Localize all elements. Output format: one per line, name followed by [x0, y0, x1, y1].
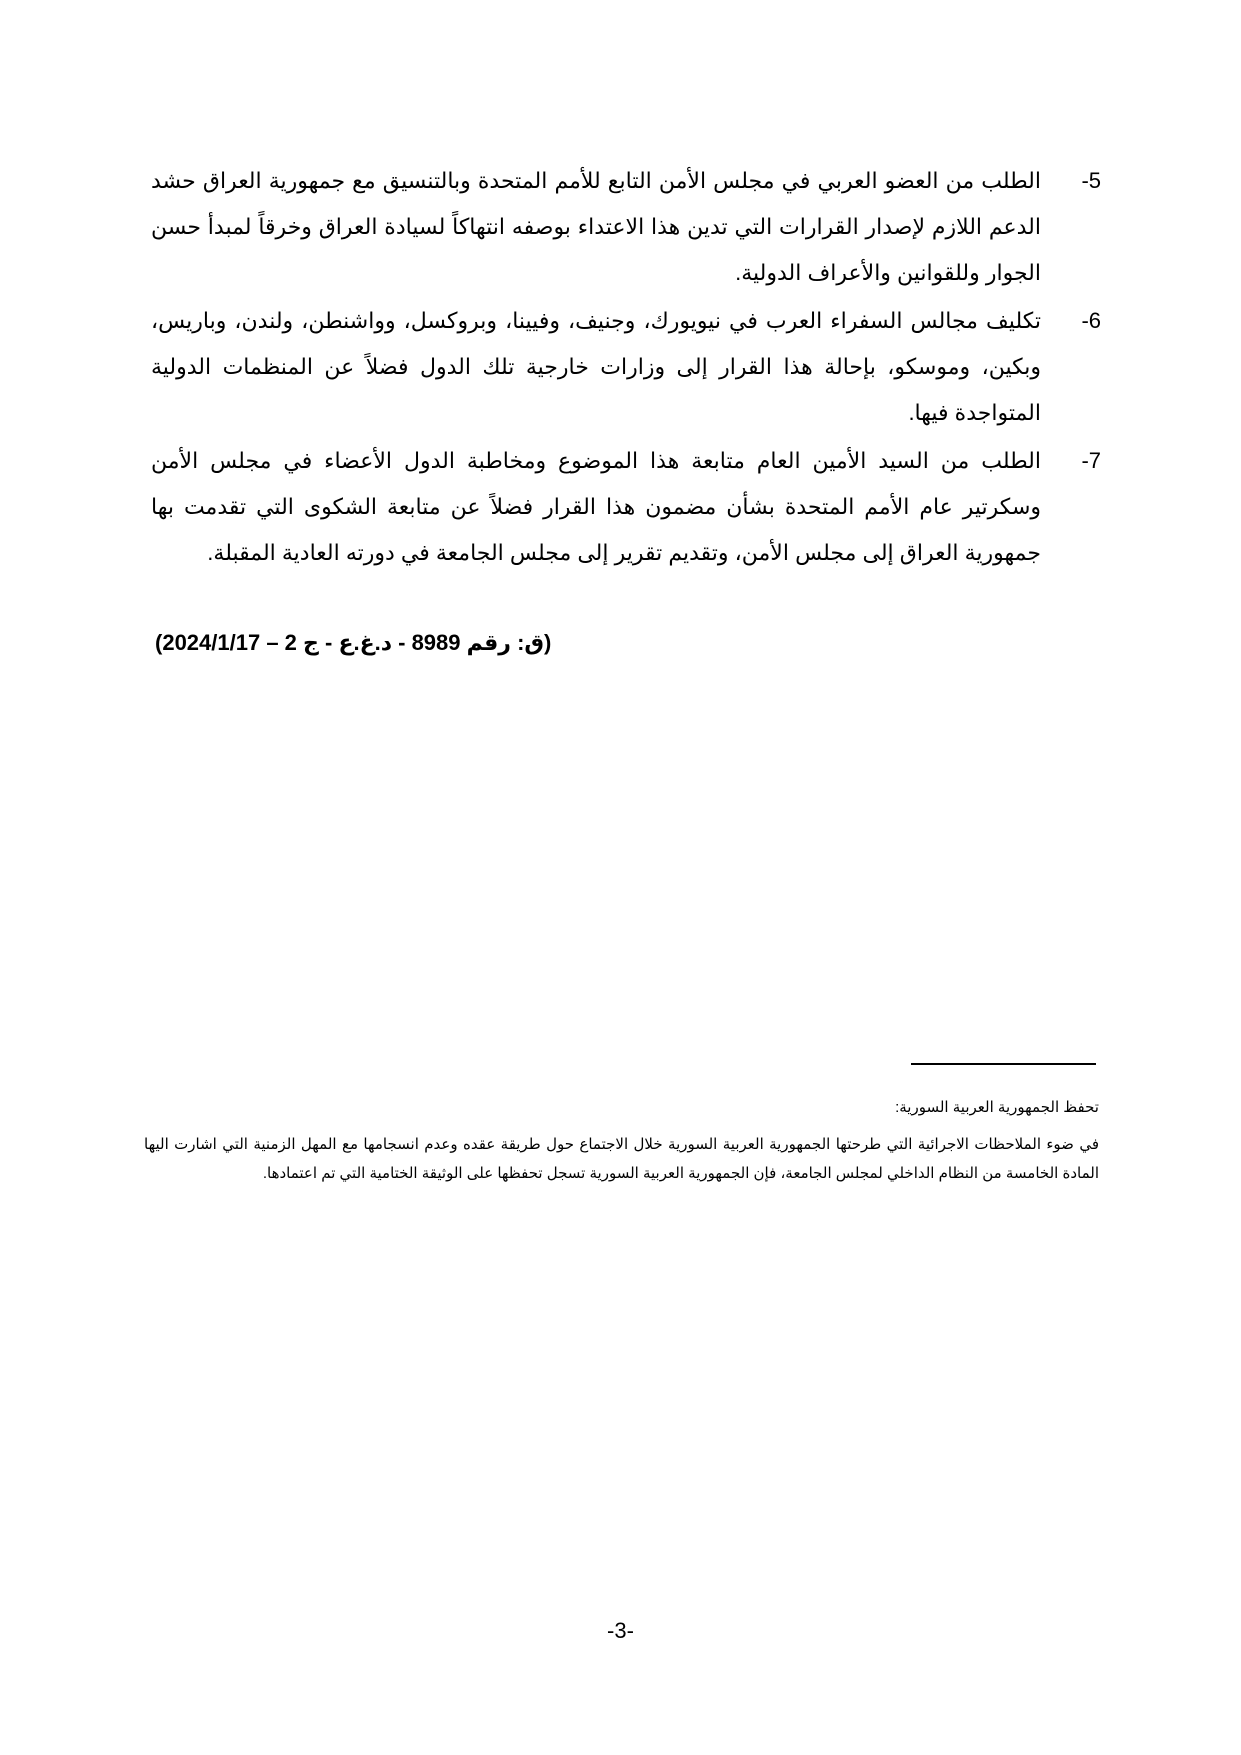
item-number: -7 [1081, 448, 1101, 473]
resolution-items-list [151, 158, 1101, 578]
footnote [144, 1093, 1099, 1188]
footnote-body: في ضوء الملاحظات الاجرائية التي طرحتها الجمهورية العربية السورية خلال الاجتماع حول طريقة عقده وعدم انسجامها مع المهل الزمنية التي اشارت اليها المادة الخامسة من النظام الداخلي لمجلس الجامعة، فإن الجمهورية العربية السورية تسجل تحفظها على الوثيقة الختامية التي تم اعتمادها. [144, 1136, 1099, 1182]
decision-reference: (ق: رقم 8989 - د.غ.ع - ج 2 – 2024/1/17) [155, 630, 552, 655]
item-number: -6 [1081, 308, 1101, 333]
resolution-item [151, 158, 1101, 296]
item-text: تكليف مجالس السفراء العرب في نيويورك، وجنيف، وفيينا، وبروكسل، وواشنطن، ولندن، وباريس، وبكين، وموسكو، بإحالة هذا القرار إلى وزارات خارجية تلك الدول فضلاً عن المنظمات الدولية المتواجدة فيها. [151, 308, 1041, 425]
item-text: الطلب من العضو العربي في مجلس الأمن التابع للأمم المتحدة وبالتنسيق مع جمهورية العراق حشد الدعم اللازم لإصدار القرارات التي تدين هذا الاعتداء بوصفه انتهاكاً لسيادة العراق وخرقاً لمبدأ حسن الجوار وللقوانين والأعراف الدولية. [151, 168, 1041, 285]
item-text: الطلب من السيد الأمين العام متابعة هذا الموضوع ومخاطبة الدول الأعضاء في مجلس الأمن وسكرتير عام الأمم المتحدة بشأن مضمون هذا القرار فضلاً عن متابعة الشكوى التي تقدمت بها جمهورية العراق إلى مجلس الأمن، وتقديم تقرير إلى مجلس الجامعة في دورته العادية المقبلة. [151, 448, 1041, 565]
page-number: -3- [607, 1618, 634, 1643]
resolution-item [151, 298, 1101, 436]
footnote-title: تحفظ الجمهورية العربية السورية: [895, 1099, 1099, 1116]
resolution-item [151, 438, 1101, 576]
footnote-separator [911, 1063, 1096, 1065]
item-number: -5 [1081, 168, 1101, 193]
